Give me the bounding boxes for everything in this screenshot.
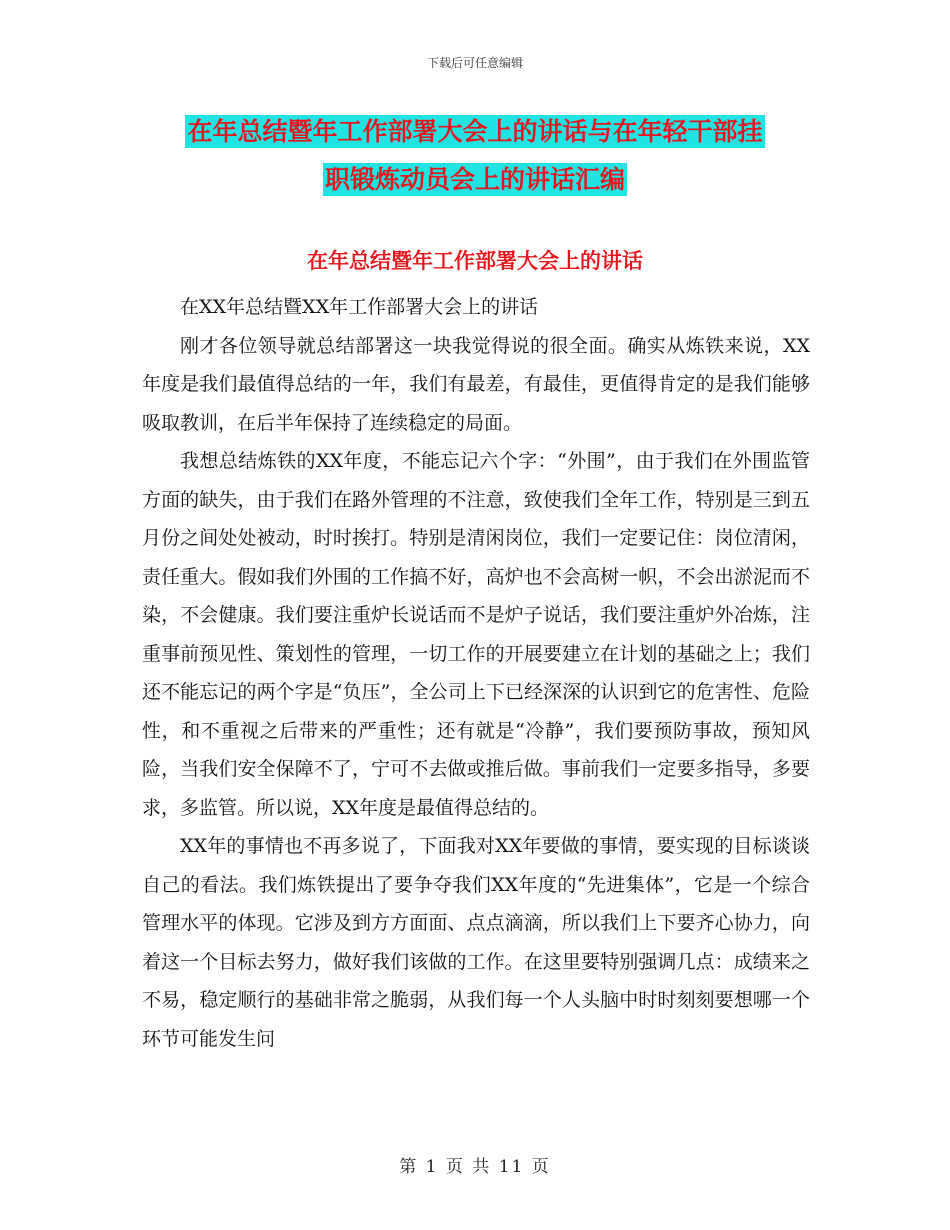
- paragraph: XX年的事情也不再多说了，下面我对XX年要做的事情，要实现的目标谈谈自己的看法。我们炼铁提出了要争夺我们XX年度的“先进集体”，它是一个综合管理水平的体现。它涉及到方方面面、点点滴滴，所以我们上下要齐心协力，向着这一个目标去努力，做好我们该做的工作。在这里要特别强调几点：成绩来之不易，稳定顺行的基础非常之脆弱，从我们每一个人头脑中时时刻刻要想哪一个环节可能发生问: [142, 835, 810, 1050]
- document-title: [140, 108, 810, 204]
- body-text: [142, 288, 810, 1058]
- document-title-line-2: 职锻炼动员会上的讲话汇编: [324, 165, 625, 194]
- page-number-footer: 第 1 页 共 11 页: [399, 1157, 551, 1177]
- document-title-line-1: 在年总结暨年工作部署大会上的讲话与在年轻干部挂: [187, 117, 763, 146]
- paragraph-speech-title: 在XX年总结暨XX年工作部署大会上的讲话: [180, 296, 539, 318]
- paragraph: 我想总结炼铁的XX年度，不能忘记六个字：“外围”，由于我们在外围监管方面的缺失，由于我们在路外管理的不注意，致使我们全年工作，特别是三到五月份之间处处被动，时时挨打。特别是清闲岗位，我们一定要记住：岗位清闲，责任重大。假如我们外围的工作搞不好，高炉也不会高树一帜，不会出淤泥而不染，不会健康。我们要注重炉长说话而不是炉子说话，我们要注重炉外冶炼，注重事前预见性、策划性的管理，一切工作的开展要建立在计划的基础之上；我们还不能忘记的两个字是“负压”，全公司上下已经深深的认识到它的危害性、危险性，和不重视之后带来的严重性；还有就是“冷静”，我们要预防事故，预知风险，当我们安全保障不了，宁可不去做或推后做。事前我们一定要多指导，多要求，多监管。所以说，XX年度是最值得总结的。: [142, 450, 810, 819]
- section-title: 在年总结暨年工作部署大会上的讲话: [307, 249, 643, 273]
- page-header-note: 下载后可任意编辑: [426, 56, 523, 70]
- paragraph: 刚才各位领导就总结部署这一块我觉得说的很全面。确实从炼铁来说，XX年度是我们最值得总结的一年，我们有最差，有最佳，更值得肯定的是我们能够吸取教训，在后半年保持了连续稳定的局面。: [142, 334, 810, 434]
